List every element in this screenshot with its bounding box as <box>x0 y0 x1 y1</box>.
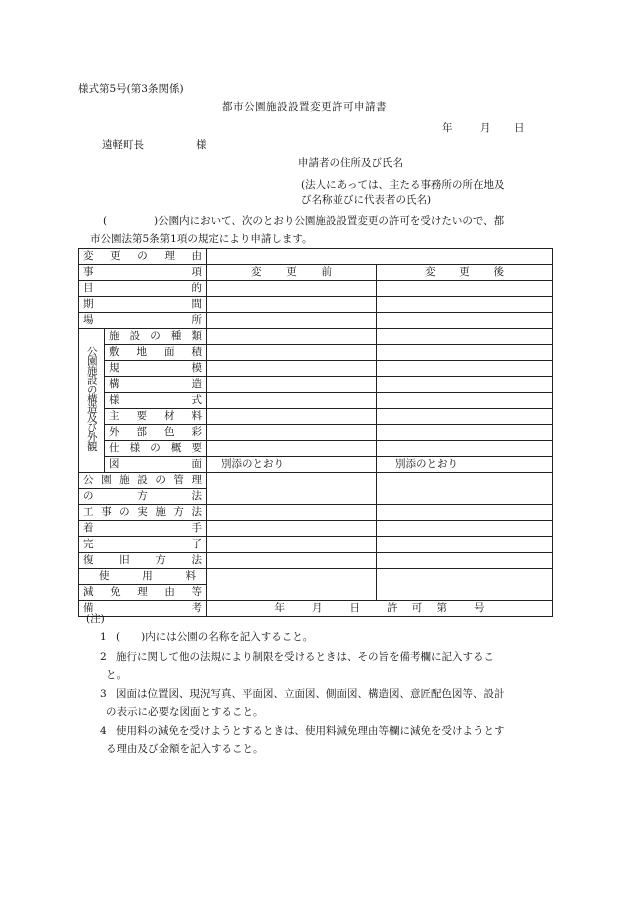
style-after <box>377 393 553 409</box>
page-title: 都市公園施設設置変更許可申請書 <box>222 101 387 113</box>
remarks-row <box>79 601 553 617</box>
permit-record <box>207 601 553 617</box>
after-header: 変 更 後 <box>425 266 504 279</box>
fee-label-line2: 減 免 理 由 等 <box>83 586 202 599</box>
fee-before <box>207 569 377 601</box>
management-label-line1: 公 園 施 設 の 管 理 <box>83 474 202 487</box>
scale-label: 規 模 <box>109 362 202 375</box>
facility-type-row <box>79 329 553 345</box>
application-table <box>78 248 553 617</box>
spec-summary-label: 仕 様 の 概 要 <box>109 442 202 455</box>
restoration-after <box>377 553 553 569</box>
location-label: 場 所 <box>83 314 202 327</box>
reason-row <box>79 249 553 265</box>
permit-month: 月 <box>312 602 323 615</box>
main-materials-row <box>79 409 553 425</box>
form-number-label: 様式第5号(第3条関係) <box>78 83 184 95</box>
scale-before <box>207 361 377 377</box>
structure-row <box>79 377 553 393</box>
location-row <box>79 313 553 329</box>
addressee-honorific: 様 <box>196 139 207 151</box>
completion-after <box>377 537 553 553</box>
structure-label: 構 造 <box>109 378 202 391</box>
addressee-name: 遠軽町長 <box>102 139 144 151</box>
exterior-color-row <box>79 425 553 441</box>
drawings-label: 図 面 <box>109 458 202 471</box>
scale-row <box>79 361 553 377</box>
style-row <box>79 393 553 409</box>
style-before <box>207 393 377 409</box>
start-before <box>207 521 377 537</box>
application-text-line1: )公園内において、次のとおり公園施設設置変更の許可を受けたいので、都 <box>154 215 505 227</box>
note-item-3 <box>100 685 548 722</box>
completion-label <box>83 537 202 551</box>
fee-row-1 <box>79 569 553 585</box>
fee-label-line1: 使 用 料 <box>99 570 196 583</box>
spec-summary-before <box>207 441 377 457</box>
restoration-before <box>207 553 377 569</box>
reason-value <box>207 249 553 265</box>
note-1-text: ( )内には公園の名称を記入すること。 <box>116 631 314 643</box>
note-4-number: 4 <box>100 725 107 737</box>
permit-number: 号 <box>474 602 485 615</box>
completion-label-tail: 了 <box>191 538 202 551</box>
permit-day: 日 <box>349 602 360 615</box>
period-before <box>207 297 377 313</box>
start-label: 着 手 <box>83 522 202 535</box>
period-after <box>377 297 553 313</box>
notes-heading: (注) <box>86 613 105 625</box>
note-item-4 <box>100 722 548 759</box>
management-label-line2: の 方 法 <box>83 490 202 503</box>
start-row <box>79 521 553 537</box>
before-header: 変 更 前 <box>251 266 332 279</box>
drawings-before: 別添のとおり <box>207 457 377 473</box>
facility-type-label: 施 設 の 種 類 <box>109 330 202 343</box>
construction-method-label: 工 事 の 実 施 方 法 <box>83 506 202 519</box>
period-row <box>79 297 553 313</box>
note-item-2 <box>100 648 548 685</box>
reason-label: 変 更 の 理 由 <box>83 250 202 263</box>
note-2-text-line1: 施行に関して他の法規により制限を受けるときは、その旨を備考欄に記入するこ <box>116 651 494 663</box>
structure-before <box>207 377 377 393</box>
completion-before <box>207 537 377 553</box>
purpose-before <box>207 281 377 297</box>
note-4-text-line1: 使用料の減免を受けようとするときは、使用料減免理由等欄に減免を受けようとす <box>116 725 505 737</box>
restoration-label: 復 旧 方 法 <box>83 554 202 567</box>
main-materials-label: 主 要 材 料 <box>109 410 202 423</box>
site-area-after <box>377 345 553 361</box>
scale-after <box>377 361 553 377</box>
site-area-row <box>79 345 553 361</box>
construction-method-before <box>207 505 377 521</box>
management-before <box>207 473 377 505</box>
style-label: 様 式 <box>109 394 202 407</box>
applicant-note-line1: (法人にあっては、主たる事務所の所在地及 <box>301 179 505 191</box>
completion-row <box>79 537 553 553</box>
note-item-1 <box>100 628 548 646</box>
drawings-after: 別添のとおり <box>377 457 553 473</box>
restoration-row <box>79 553 553 569</box>
main-materials-before <box>207 409 377 425</box>
purpose-row <box>79 281 553 297</box>
site-area-before <box>207 345 377 361</box>
note-3-text-line1: 図面は位置図、現況写真、平面図、立面図、側面図、構造図、意匠配色図等、設計 <box>116 688 505 700</box>
applicant-label: 申請者の住所及び氏名 <box>298 157 403 169</box>
period-label: 期 間 <box>83 298 202 311</box>
exterior-color-label: 外 部 色 彩 <box>109 426 202 439</box>
location-before <box>207 313 377 329</box>
main-materials-after <box>377 409 553 425</box>
exterior-color-after <box>377 425 553 441</box>
structure-appearance-group-label: 公園施設の構造及び外観 <box>85 346 98 451</box>
header-row <box>79 265 553 281</box>
facility-type-after <box>377 329 553 345</box>
exterior-color-before <box>207 425 377 441</box>
note-4-text-line2: る理由及び金額を記入すること。 <box>106 743 264 756</box>
structure-after <box>377 377 553 393</box>
site-area-label: 敷 地 面 積 <box>109 346 202 359</box>
permit-year: 年 <box>274 602 285 615</box>
date-year: 年 <box>442 122 453 134</box>
park-name-paren-open: ( <box>103 215 108 227</box>
construction-method-after <box>377 505 553 521</box>
spec-summary-after <box>377 441 553 457</box>
construction-method-row <box>79 505 553 521</box>
note-2-text-line2: と。 <box>106 669 127 682</box>
application-text-line2: 市公園法第5条第1項の規定により申請します。 <box>90 233 313 245</box>
note-3-number: 3 <box>100 688 107 700</box>
purpose-label: 目 的 <box>83 282 202 295</box>
note-1-number: 1 <box>100 631 107 643</box>
date-month: 月 <box>480 122 491 134</box>
completion-label-head: 完 <box>83 538 94 551</box>
start-after <box>377 521 553 537</box>
location-after <box>377 313 553 329</box>
date-day: 日 <box>514 122 525 134</box>
item-header: 事 項 <box>83 266 202 279</box>
note-3-text-line2: の表示に必要な図面とすること。 <box>106 706 264 719</box>
facility-type-before <box>207 329 377 345</box>
fee-after <box>377 569 553 601</box>
management-row-1 <box>79 473 553 489</box>
management-after <box>377 473 553 505</box>
remarks-label: 備 考 <box>83 602 202 615</box>
note-2-number: 2 <box>100 651 107 663</box>
permit-label: 許 可 第 <box>387 602 447 615</box>
spec-summary-row <box>79 441 553 457</box>
applicant-note-line2: び名称並びに代表者の氏名) <box>301 194 432 206</box>
drawings-row <box>79 457 553 473</box>
purpose-after <box>377 281 553 297</box>
